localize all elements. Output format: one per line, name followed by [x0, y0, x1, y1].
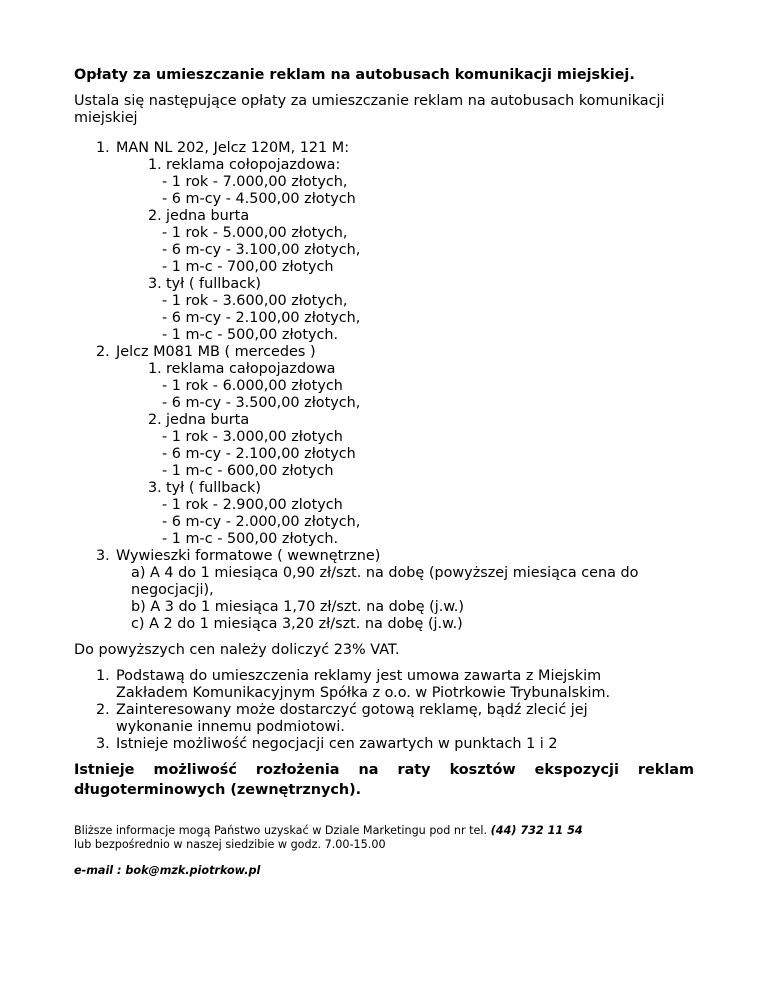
price-line: - 1 rok - 3.000,00 złotych [162, 429, 343, 445]
price-line: - 1 rok - 7.000,00 złotych, [162, 174, 348, 190]
condition-item-continuation: Zakładem Komunikacyjnym Spółka z o.o. w Piotrkowie Trybunalskim. [116, 685, 611, 701]
price-line: - 6 m-cy - 2.000,00 złotych, [162, 514, 361, 530]
price-line: - 6 m-cy - 3.100,00 złotych, [162, 242, 361, 258]
price-list [96, 140, 716, 633]
footer-hours: lub bezpośrednio w naszej siedzibie w godz. 7.00-15.00 [74, 838, 386, 851]
section-heading: 1. MAN NL 202, Jelcz 120M, 121 M: [96, 140, 350, 156]
price-line: - 1 rok - 5.000,00 złotych, [162, 225, 348, 241]
footer-contact [74, 824, 714, 852]
subsection-heading: 2. jedna burta [148, 208, 250, 224]
footer-text: Bliższe informacje mogą Państwo uzyskać w Dziale Marketingu pod nr tel. [74, 824, 488, 837]
document-title: Opłaty za umieszczanie reklam na autobusach komunikacji miejskiej. [74, 67, 635, 83]
email-address: e-mail : bok@mzk.piotrkow.pl [74, 864, 261, 877]
price-line: - 6 m-cy - 4.500,00 złotych [162, 191, 356, 207]
price-line: - 1 rok - 6.000,00 złotych [162, 378, 343, 394]
condition-item: 1. Podstawą do umieszczenia reklamy jest umowa zawarta z Miejskim [96, 668, 602, 684]
condition-item: 2. Zainteresowany może dostarczyć gotową reklamę, bądź zlecić jej [96, 702, 588, 718]
condition-item: 3. Istnieje możliwość negocjacji cen zawartych w punktach 1 i 2 [96, 736, 558, 752]
price-line: - 1 rok - 2.900,00 zlotych [162, 497, 343, 513]
price-line: - 1 m-c - 600,00 złotych [162, 463, 334, 479]
subsection-heading: 2. jedna burta [148, 412, 250, 428]
installment-note: Istnieje możliwość rozłożenia na raty kosztów ekspozycji reklam długoterminowych (zewnętrznych). [74, 762, 694, 798]
vat-note: Do powyższych cen należy doliczyć 23% VAT. [74, 642, 400, 658]
price-line: - 1 m-c - 500,00 złotych. [162, 327, 339, 343]
phone-number: (44) 732 11 54 [490, 824, 583, 837]
price-line: - 1 rok - 3.600,00 złotych, [162, 293, 348, 309]
subsection-heading: 3. tył ( fullback) [148, 276, 262, 292]
format-line: b) A 3 do 1 miesiąca 1,70 zł/szt. na dobę (j.w.) [131, 599, 464, 615]
price-line: - 6 m-cy - 3.500,00 złotych, [162, 395, 361, 411]
section-heading: 2. Jelcz M081 MB ( mercedes ) [96, 344, 316, 360]
format-line: c) A 2 do 1 miesiąca 3,20 zł/szt. na dobę (j.w.) [131, 616, 463, 632]
subsection-heading: 3. tył ( fullback) [148, 480, 262, 496]
section-heading: 3. Wywieszki formatowe ( wewnętrzne) [96, 548, 381, 564]
condition-item-continuation: wykonanie innemu podmiotowi. [116, 719, 345, 735]
format-line: negocjacji), [131, 582, 214, 598]
subsection-heading: 1. reklama cołopojazdowa: [148, 157, 341, 173]
price-line: - 1 m-c - 700,00 złotych [162, 259, 334, 275]
intro-paragraph: Ustala się następujące opłaty za umieszczanie reklam na autobusach komunikacji miejskiej [74, 93, 665, 126]
conditions-list [96, 668, 716, 753]
price-line: - 1 m-c - 500,00 złotych. [162, 531, 339, 547]
price-line: - 6 m-cy - 2.100,00 złotych, [162, 310, 361, 326]
subsection-heading: 1. reklama całopojazdowa [148, 361, 336, 377]
price-line: - 6 m-cy - 2.100,00 złotych [162, 446, 356, 462]
format-line: a) A 4 do 1 miesiąca 0,90 zł/szt. na dobę (powyższej miesiąca cena do [131, 565, 639, 581]
